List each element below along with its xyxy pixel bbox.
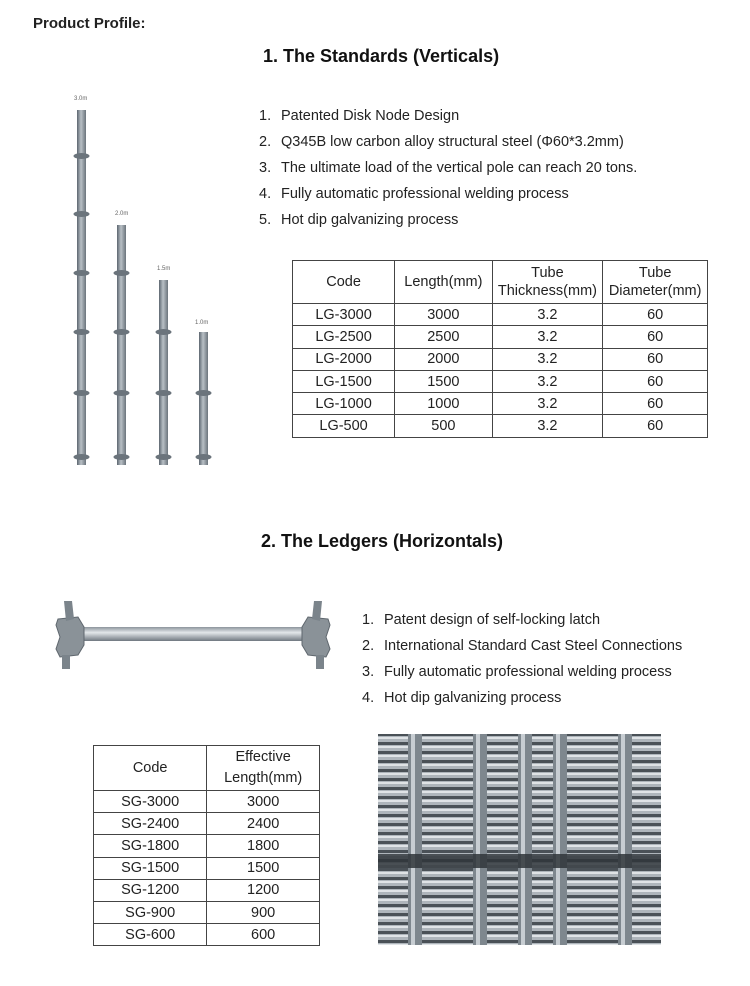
table-row	[293, 415, 708, 437]
feature-number: 3.	[362, 664, 375, 680]
cell-length: 600	[207, 924, 320, 946]
table-row	[293, 393, 708, 415]
header-thickness: Tube Thickness(mm)	[492, 261, 603, 304]
figure-label-3m: 3.0m	[74, 96, 88, 102]
header-code: Code	[293, 261, 395, 304]
figure-label-1m: 1.0m	[195, 320, 209, 326]
feature-text: Hot dip galvanizing process	[281, 212, 459, 228]
standards-section-title: 1. The Standards (Verticals)	[263, 46, 500, 66]
feature-text: Patented Disk Node Design	[281, 108, 460, 124]
cell-code: SG-600	[94, 924, 207, 946]
ledger-left-head	[56, 601, 84, 669]
cell-thickness: 3.2	[492, 415, 603, 437]
table-row	[94, 901, 320, 923]
feature-item	[259, 155, 637, 181]
feature-item	[259, 103, 637, 129]
table-row	[94, 835, 320, 857]
vertical-pole-1-5m	[156, 280, 172, 465]
cell-length: 2400	[207, 813, 320, 835]
table-header-row	[94, 746, 320, 791]
cell-code: LG-1500	[293, 370, 395, 392]
cell-thickness: 3.2	[492, 393, 603, 415]
cell-length: 3000	[395, 304, 492, 326]
header-code: Code	[94, 746, 207, 791]
header-diameter: Tube Diameter(mm)	[603, 261, 708, 304]
table-row	[293, 326, 708, 348]
standards-feature-list	[259, 103, 637, 233]
table-row	[94, 924, 320, 946]
cell-diameter: 60	[603, 393, 708, 415]
feature-item	[362, 607, 682, 633]
cell-diameter: 60	[603, 326, 708, 348]
feature-number: 1.	[362, 612, 375, 628]
cell-code: SG-3000	[94, 791, 207, 813]
table-row	[94, 813, 320, 835]
stacked-ledgers-drawing	[378, 734, 661, 945]
cell-code: SG-1800	[94, 835, 207, 857]
cell-diameter: 60	[603, 415, 708, 437]
table-row	[94, 857, 320, 879]
feature-text: Q345B low carbon alloy structural steel (Φ60*3.2mm)	[281, 134, 624, 150]
feature-item	[362, 659, 682, 685]
cell-code: SG-900	[94, 901, 207, 923]
ledgers-spec-table	[93, 745, 320, 946]
header-length: Length(mm)	[395, 261, 492, 304]
feature-item	[259, 207, 637, 233]
cell-length: 1000	[395, 393, 492, 415]
cell-code: LG-1000	[293, 393, 395, 415]
cell-length: 900	[207, 901, 320, 923]
feature-number: 2.	[362, 638, 375, 654]
header-effective-length: Effective Length(mm)	[207, 746, 320, 791]
figure-label-1-5m: 1.5m	[157, 266, 171, 272]
cell-code: LG-3000	[293, 304, 395, 326]
feature-number: 5.	[259, 212, 272, 228]
feature-text: Hot dip galvanizing process	[384, 690, 562, 706]
cell-code: LG-2000	[293, 348, 395, 370]
standards-spec-table	[292, 260, 708, 438]
vertical-pole-1m	[196, 332, 212, 465]
ledger-figure	[48, 597, 338, 675]
feature-item	[362, 685, 682, 711]
feature-item	[259, 129, 637, 155]
table-row	[293, 348, 708, 370]
feature-item	[362, 633, 682, 659]
feature-text: The ultimate load of the vertical pole can reach 20 tons.	[281, 160, 638, 176]
cell-length: 1500	[207, 857, 320, 879]
cell-code: LG-2500	[293, 326, 395, 348]
cell-diameter: 60	[603, 304, 708, 326]
cell-diameter: 60	[603, 370, 708, 392]
stacked-ledgers-photo	[378, 734, 661, 945]
cell-length: 2000	[395, 348, 492, 370]
cell-diameter: 60	[603, 348, 708, 370]
ledgers-feature-list	[362, 607, 682, 711]
verticals-figure	[60, 85, 230, 475]
cell-length: 1200	[207, 879, 320, 901]
cell-thickness: 3.2	[492, 326, 603, 348]
vertical-pole-3m	[74, 110, 90, 465]
feature-number: 4.	[259, 186, 272, 202]
vertical-pole-2m	[114, 225, 130, 465]
feature-number: 1.	[259, 108, 272, 124]
feature-text: Patent design of self-locking latch	[384, 612, 601, 628]
cell-length: 1500	[395, 370, 492, 392]
figure-label-2m: 2.0m	[115, 211, 129, 217]
ledger-tube	[68, 627, 318, 641]
feature-text: Fully automatic professional welding process	[384, 664, 672, 680]
cell-length: 500	[395, 415, 492, 437]
cell-length: 1800	[207, 835, 320, 857]
feature-text: Fully automatic professional welding process	[281, 186, 569, 202]
table-row	[94, 879, 320, 901]
feature-item	[259, 181, 637, 207]
cell-thickness: 3.2	[492, 348, 603, 370]
feature-number: 3.	[259, 160, 272, 176]
cell-thickness: 3.2	[492, 304, 603, 326]
ledger-right-head	[302, 601, 330, 669]
feature-number: 4.	[362, 690, 375, 706]
cell-thickness: 3.2	[492, 370, 603, 392]
cell-code: SG-1500	[94, 857, 207, 879]
cell-length: 3000	[207, 791, 320, 813]
cell-length: 2500	[395, 326, 492, 348]
cell-code: LG-500	[293, 415, 395, 437]
cell-code: SG-2400	[94, 813, 207, 835]
table-row	[293, 304, 708, 326]
feature-text: International Standard Cast Steel Connections	[384, 638, 683, 654]
table-row	[94, 791, 320, 813]
table-row	[293, 370, 708, 392]
table-header-row	[293, 261, 708, 304]
feature-number: 2.	[259, 134, 272, 150]
cell-code: SG-1200	[94, 879, 207, 901]
page-heading: Product Profile:	[33, 15, 146, 32]
ledgers-section-title: 2. The Ledgers (Horizontals)	[261, 531, 504, 551]
